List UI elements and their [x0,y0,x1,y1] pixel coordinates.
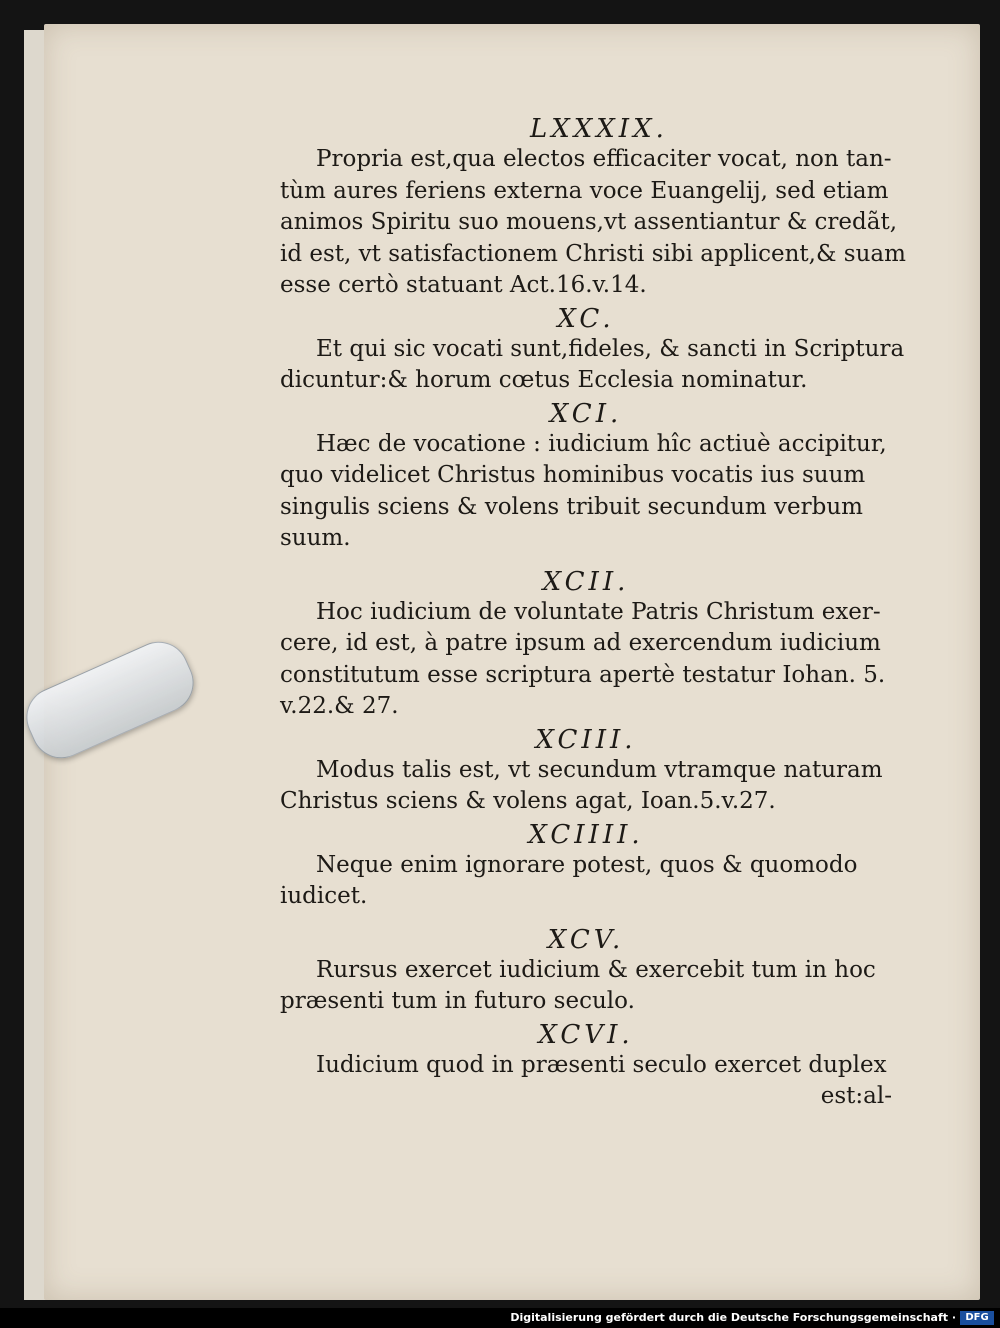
section-paragraph [280,955,892,1018]
section-numeral: XC. [557,303,615,334]
section-paragraph [280,429,892,555]
book-page [44,24,980,1300]
section-numeral: XCIII. [535,724,637,755]
section-paragraph [280,850,892,913]
text-line: Neque enim ignorare potest, quos & quomodo [316,851,858,878]
section-numeral: XCV. [547,924,625,955]
text-line: præsenti tum in futuro seculo. [280,988,635,1014]
section-numeral: XCII. [542,566,630,597]
text-line: constitutum esse scriptura apertè testatur Iohan. 5. [280,661,886,688]
page-clip [17,632,203,768]
section-paragraph [280,597,892,723]
text-line: esse certò statuant Act.16.v.14. [280,272,647,298]
section-paragraph [280,755,892,818]
text-line: tùm aures feriens externa voce Euangelij, sed etiam [280,177,889,204]
section-numeral: XCVI. [538,1019,634,1050]
text-line: cere, id est, à patre ipsum ad exercendum iudicium [280,630,881,656]
text-line: Rursus exercet iudicium & exercebit tum in hoc [316,956,876,983]
section-paragraph [280,334,905,397]
section-numeral: XCI. [549,398,623,429]
text-line: singulis sciens & volens tribuit secundum verbum [280,493,863,520]
text-line: Propria est,qua electos efficaciter vocat, non tan- [316,146,892,172]
catchword-line: est:al- [820,1083,892,1109]
funding-notice: Digitalisierung gefördert durch die Deutsche Forschungsgemeinschaft · [510,1311,956,1324]
text-line: Hæc de vocatione : iudicium hîc actiuè accipitur, [316,430,887,457]
text-line: Modus talis est, vt secundum vtramque naturam [316,756,883,783]
section-paragraph [280,144,906,302]
text-line: Hoc iudicium de voluntate Patris Christum exer- [316,598,881,625]
text-line: Iudicium quod in præsenti seculo exercet duplex [316,1051,887,1078]
text-line: iudicet. [280,883,368,909]
text-line: id est, vt satisfactionem Christi sibi applicent,& suam [280,240,906,267]
section-numeral: LXXXIX. [530,114,668,144]
section-numeral: XCIIII. [528,819,644,850]
page-text [280,112,906,1113]
text-line: suum. [280,525,351,551]
section-paragraph [280,1050,892,1113]
text-line: Et qui sic vocati sunt,fideles, & sancti in Scriptura [316,335,905,362]
text-line: animos Spiritu suo mouens,vt assentiantur & credãt, [280,209,898,235]
footer-bar [0,1308,1000,1328]
text-line: dicuntur:& horum cœtus Ecclesia nominatur. [280,367,808,393]
dfg-logo: DFG [960,1311,994,1325]
text-line: quo videlicet Christus hominibus vocatis ius suum [280,462,866,488]
text-line: v.22.& 27. [280,693,399,719]
text-line: Christus sciens & volens agat, Ioan.5.v.27. [280,788,776,814]
